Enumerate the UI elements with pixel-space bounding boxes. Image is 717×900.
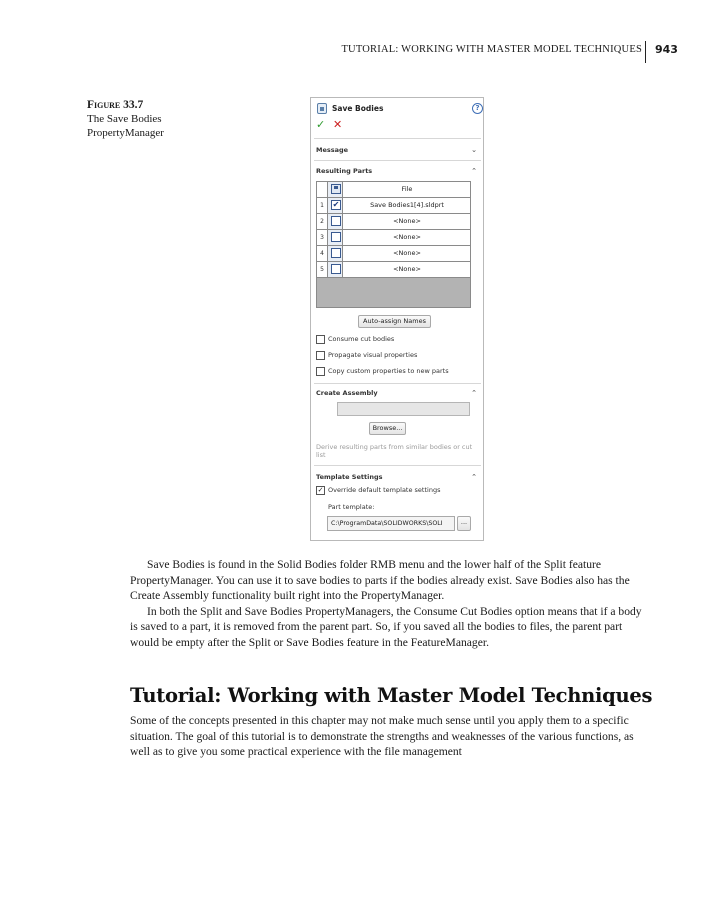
row-number: 2: [320, 218, 324, 225]
pm-title-bar: [317, 103, 480, 115]
page-number: 943: [655, 43, 678, 56]
copy-custom-properties-checkbox[interactable]: [316, 367, 325, 376]
override-template-option[interactable]: [316, 486, 476, 496]
part-template-field[interactable]: C:\ProgramData\SOLIDWORKS\SOLI: [327, 516, 455, 531]
row-number: 5: [320, 266, 324, 273]
section-template-settings[interactable]: [316, 473, 479, 483]
cancel-x-icon[interactable]: ✕: [333, 118, 343, 131]
chevron-up-icon: ⌃: [471, 167, 477, 175]
row-file-name[interactable]: <None>: [393, 265, 421, 273]
grid-header-row: [317, 182, 470, 198]
caption-line-2: PropertyManager: [87, 127, 164, 139]
row-check-cell: [327, 214, 343, 229]
chevron-up-icon: ⌃: [471, 473, 477, 481]
grid-row[interactable]: [317, 214, 470, 230]
grid-row[interactable]: [317, 230, 470, 246]
row-number: 1: [320, 202, 324, 209]
resulting-parts-grid: [316, 181, 471, 308]
row-number: 3: [320, 234, 324, 241]
caption-line-1: The Save Bodies: [87, 113, 162, 125]
override-template-label: Override default template settings: [328, 486, 441, 494]
header-divider: [645, 41, 646, 63]
body-paragraph-group-2: [130, 713, 652, 760]
propagate-visual-option[interactable]: [316, 351, 476, 361]
save-bodies-icon: [317, 103, 327, 114]
propagate-visual-label: Propagate visual properties: [328, 351, 418, 359]
part-template-label: Part template:: [328, 503, 375, 511]
copy-custom-properties-option[interactable]: [316, 367, 476, 377]
section-create-assembly[interactable]: [316, 389, 479, 399]
save-bodies-property-manager: [310, 97, 484, 541]
derive-parts-label: Derive resulting parts from similar bodies or cut list: [316, 443, 473, 459]
derive-parts-option: [316, 443, 476, 459]
help-icon[interactable]: ?: [472, 103, 483, 114]
section-heading: Tutorial: Working with Master Model Techniques: [130, 684, 653, 707]
section-create-assembly-label: Create Assembly: [316, 389, 378, 397]
ok-check-icon[interactable]: ✓: [316, 118, 326, 131]
section-message[interactable]: [316, 146, 479, 156]
row-checkbox[interactable]: [331, 248, 341, 258]
grid-corner: [317, 182, 327, 197]
divider: [314, 138, 481, 139]
override-template-checkbox[interactable]: ✓: [317, 486, 324, 494]
row-file-name[interactable]: Save Bodies1[4].sldprt: [370, 201, 444, 209]
running-title: TUTORIAL: WORKING WITH MASTER MODEL TECHNIQUES: [341, 44, 642, 55]
figure-caption: [87, 98, 197, 140]
body-paragraph-2: In both the Split and Save Bodies PropertyManagers, the Consume Cut Bodies option means that if a body is saved to a part, it is removed from the parent part. So, if you saved all the bodies to files, the parent part would be empty after the Split or Save Bodies feature in the FeatureManager.: [130, 604, 642, 649]
figure-number: Figure 33.7: [87, 99, 144, 111]
body-paragraph-group: [130, 557, 652, 650]
row-check-cell: [327, 198, 343, 213]
row-check-cell: [327, 262, 343, 277]
row-file-name[interactable]: <None>: [393, 249, 421, 257]
copy-custom-properties-label: Copy custom properties to new parts: [328, 367, 449, 375]
grid-file-header: File: [401, 185, 413, 193]
browse-button[interactable]: Browse...: [369, 422, 406, 435]
section-resulting-parts-label: Resulting Parts: [316, 167, 373, 175]
row-file-name[interactable]: <None>: [393, 217, 421, 225]
pm-title: Save Bodies: [332, 104, 384, 113]
row-checkbox[interactable]: [331, 264, 341, 274]
divider: [314, 383, 481, 384]
row-checkbox[interactable]: [331, 232, 341, 242]
body-paragraph-3: Some of the concepts presented in this chapter may not make much sense until you apply them to a specific situation. The goal of this tutorial is to demonstrate the strengths and weaknesses of the various functions, as well as to give you some practical experience with the file management: [130, 714, 634, 758]
chevron-down-icon: ⌄: [471, 146, 477, 154]
save-disk-icon: [331, 184, 341, 194]
grid-header-save-cell: [327, 182, 343, 197]
consume-cut-bodies-option[interactable]: [316, 335, 476, 345]
row-number: 4: [320, 250, 324, 257]
propagate-visual-checkbox[interactable]: [316, 351, 325, 360]
assembly-path-field[interactable]: [337, 402, 470, 416]
row-check-cell: [327, 230, 343, 245]
chevron-up-icon: ⌃: [471, 389, 477, 397]
running-header: [0, 41, 717, 63]
row-check-cell: [327, 246, 343, 261]
consume-cut-bodies-checkbox[interactable]: [316, 335, 325, 344]
grid-row[interactable]: [317, 198, 470, 214]
section-message-label: Message: [316, 146, 349, 154]
body-paragraph-1: Save Bodies is found in the Solid Bodies folder RMB menu and the lower half of the Split feature PropertyManager. You can use it to save bodies to parts if the bodies already exist. Save Bodies also has the Create Assembly functionality built right into the PropertyManager.: [130, 558, 630, 602]
consume-cut-bodies-label: Consume cut bodies: [328, 335, 395, 343]
grid-row[interactable]: [317, 262, 470, 278]
divider: [314, 465, 481, 466]
row-checkbox[interactable]: ✔: [332, 200, 340, 209]
section-template-settings-label: Template Settings: [316, 473, 383, 481]
auto-assign-names-button[interactable]: Auto-assign Names: [358, 315, 431, 328]
divider: [314, 160, 481, 161]
grid-row[interactable]: [317, 246, 470, 262]
row-checkbox[interactable]: [331, 216, 341, 226]
row-file-name[interactable]: <None>: [393, 233, 421, 241]
section-resulting-parts[interactable]: [316, 167, 479, 177]
template-browse-button[interactable]: ...: [457, 516, 471, 531]
